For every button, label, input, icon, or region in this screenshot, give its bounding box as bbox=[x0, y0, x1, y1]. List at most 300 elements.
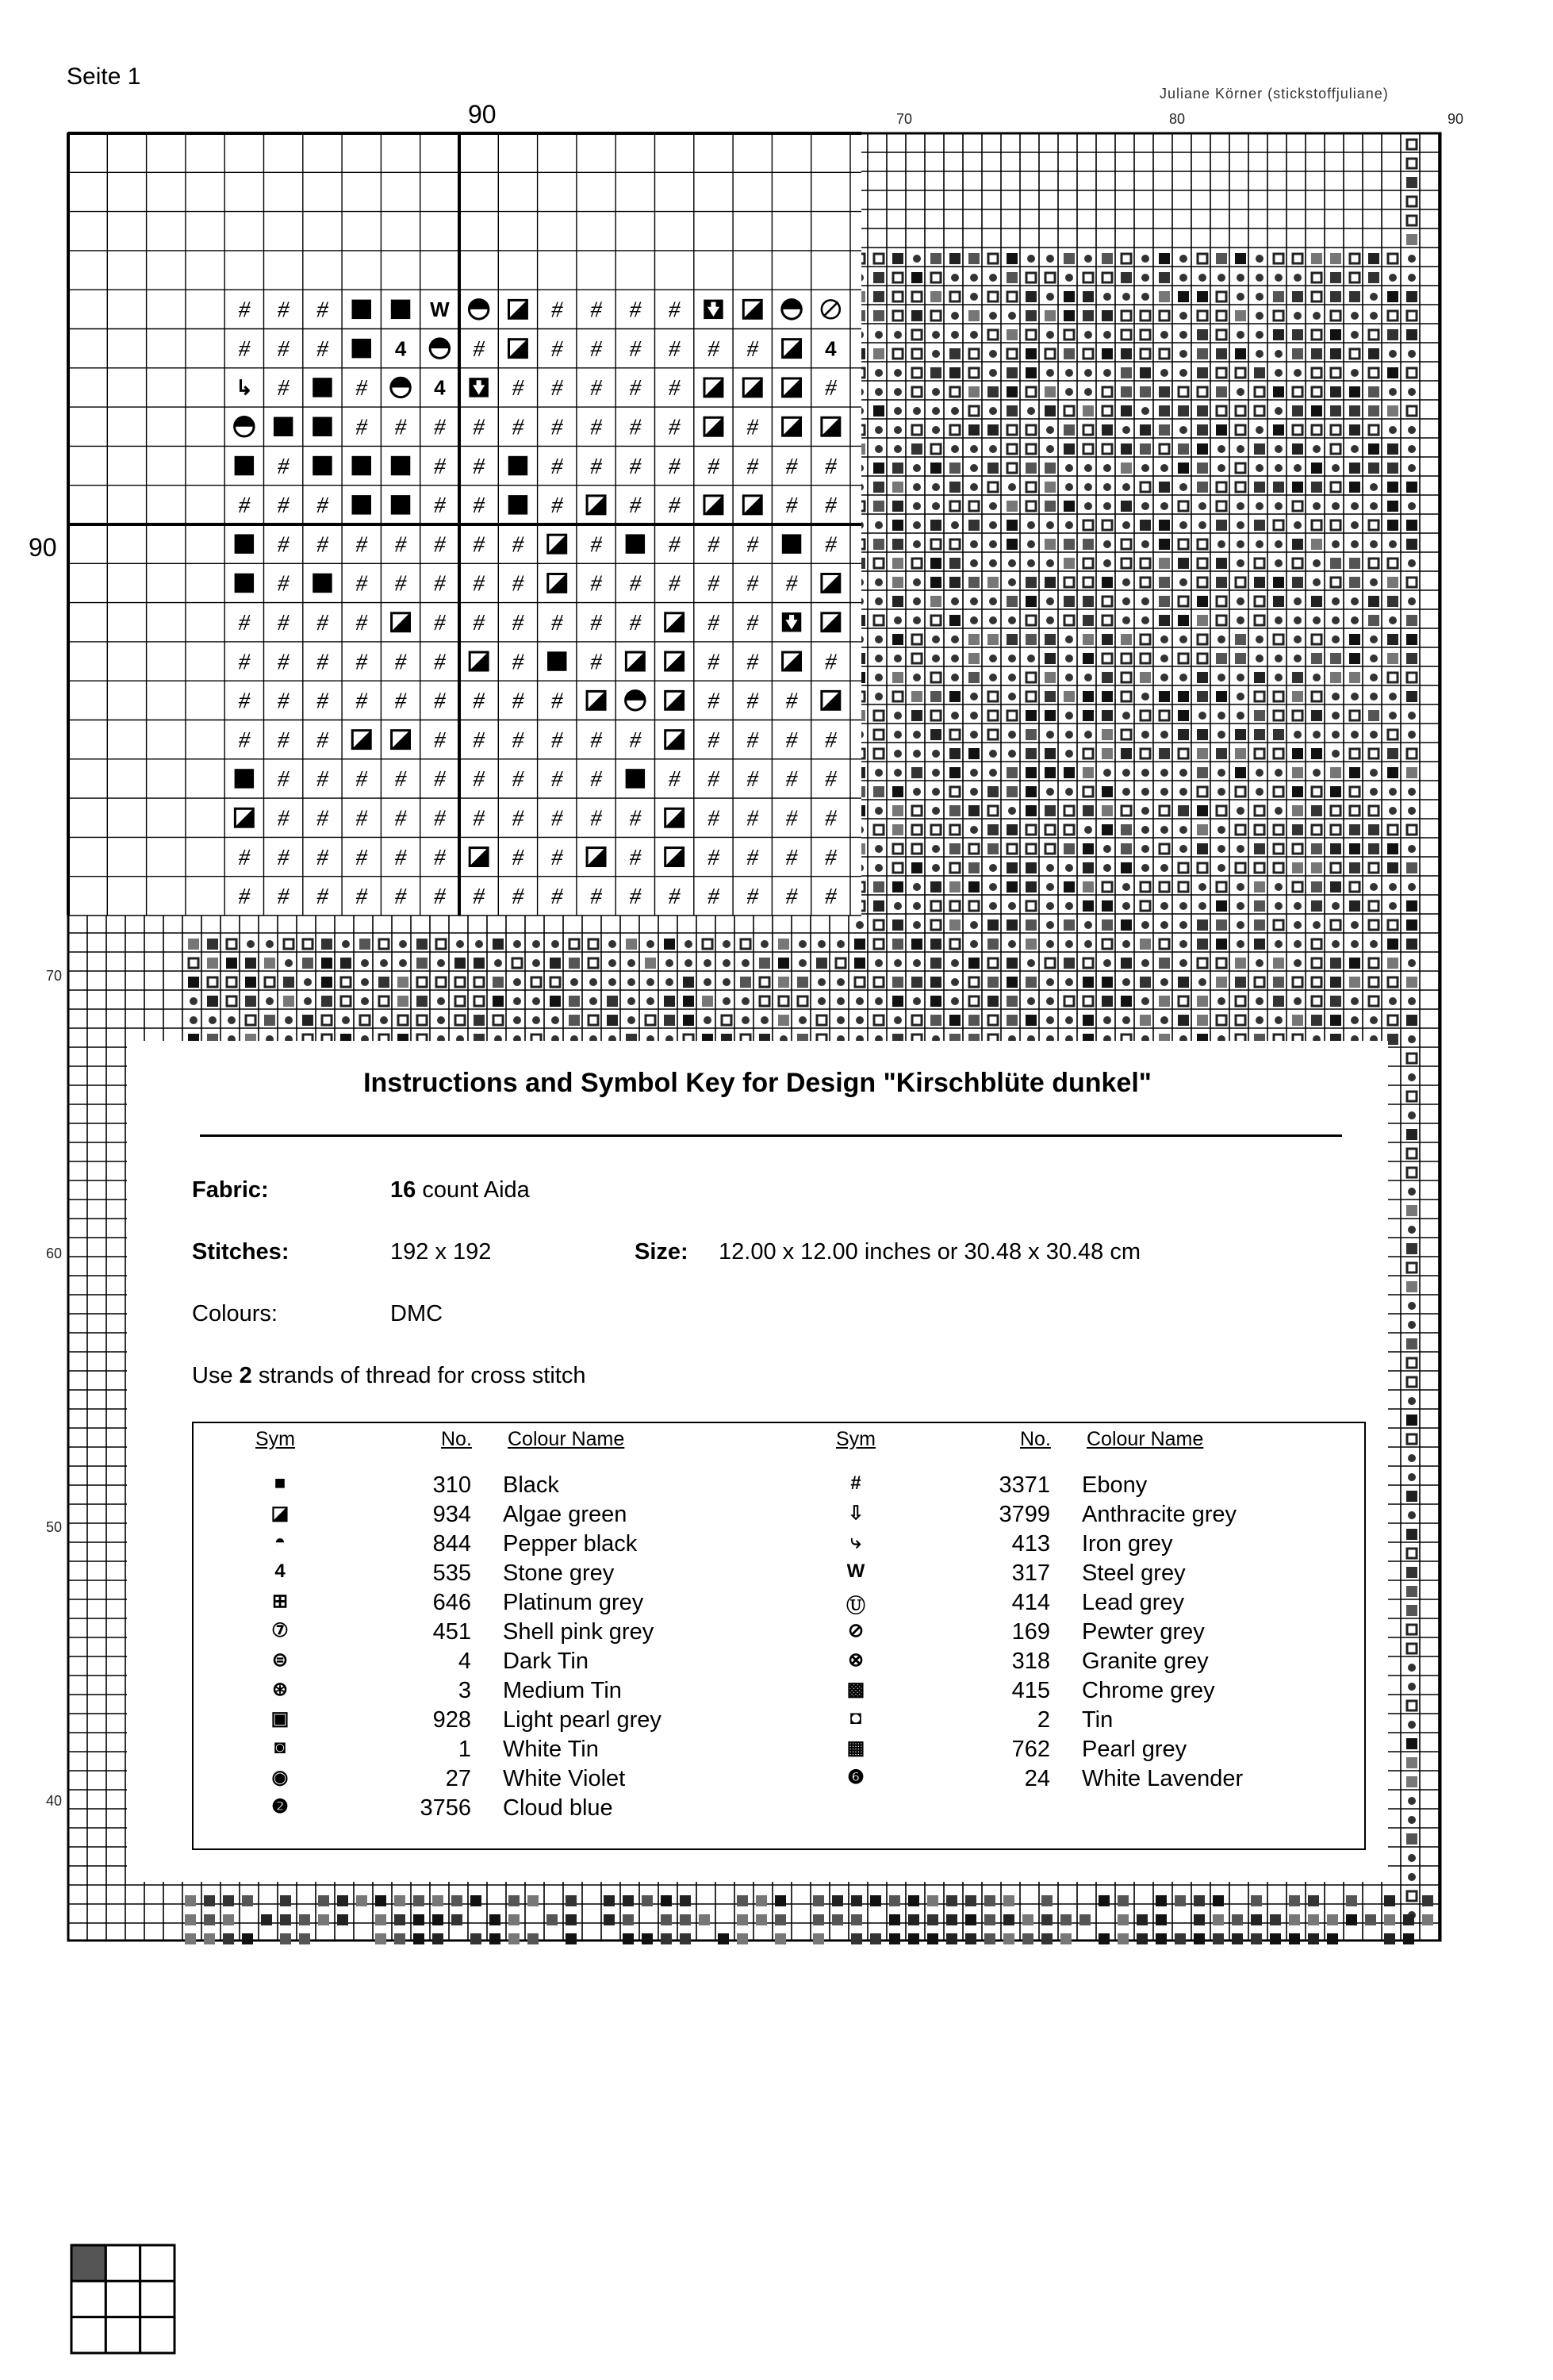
svg-text:#: # bbox=[434, 884, 446, 910]
chart-cell-symbol bbox=[707, 571, 719, 597]
svg-text:#: # bbox=[550, 844, 563, 870]
chart-cell-symbol bbox=[355, 845, 367, 870]
svg-text:#: # bbox=[825, 766, 837, 793]
colour-name-header: Colour Name bbox=[1087, 1428, 1204, 1450]
chart-cell-symbol bbox=[512, 649, 524, 674]
svg-text:#: # bbox=[746, 688, 759, 714]
chart-cell-symbol bbox=[783, 340, 801, 358]
chart-cell-symbol bbox=[395, 415, 407, 440]
chart-cell-symbol bbox=[473, 493, 485, 518]
chart-cell-symbol bbox=[395, 532, 407, 557]
svg-text:#: # bbox=[590, 414, 602, 440]
svg-text:#: # bbox=[512, 414, 524, 440]
chart-cell-symbol bbox=[512, 845, 524, 870]
svg-text:#: # bbox=[316, 336, 328, 362]
svg-text:#: # bbox=[746, 766, 759, 793]
svg-text:W: W bbox=[430, 298, 450, 322]
chart-cell-symbol bbox=[590, 415, 602, 440]
svg-text:#: # bbox=[238, 297, 251, 323]
svg-text:#: # bbox=[668, 375, 681, 401]
chart-cell-symbol bbox=[707, 649, 719, 674]
svg-text:#: # bbox=[473, 766, 485, 793]
svg-text:#: # bbox=[434, 688, 446, 714]
chart-cell-symbol bbox=[786, 571, 798, 597]
svg-text:#: # bbox=[473, 414, 485, 440]
chart-cell-symbol bbox=[392, 613, 410, 631]
thumbnail-page-cell bbox=[105, 2245, 140, 2281]
svg-text:#: # bbox=[277, 844, 290, 870]
chart-cell-symbol bbox=[551, 689, 563, 714]
chart-cell-symbol bbox=[278, 845, 290, 870]
chart-cell-symbol bbox=[278, 532, 290, 557]
chart-cell-symbol bbox=[704, 300, 723, 319]
svg-text:#: # bbox=[629, 727, 642, 753]
key-symbol-icon: ⊛ bbox=[271, 1679, 289, 1700]
svg-text:#: # bbox=[629, 336, 642, 362]
chart-cell-symbol bbox=[707, 336, 719, 362]
chart-cell-symbol bbox=[395, 649, 407, 674]
svg-text:#: # bbox=[316, 493, 328, 519]
chart-cell-symbol bbox=[626, 769, 645, 788]
svg-text:#: # bbox=[434, 805, 446, 831]
svg-text:#: # bbox=[629, 414, 642, 440]
thumbnail-page-cell bbox=[140, 2317, 174, 2353]
chart-cell-symbol bbox=[630, 375, 642, 401]
chart-cell-symbol bbox=[473, 884, 485, 909]
svg-text:#: # bbox=[629, 493, 642, 519]
chart-cell-symbol bbox=[473, 571, 485, 597]
chart-cell-symbol bbox=[669, 454, 681, 479]
chart-cell-symbol bbox=[707, 610, 719, 635]
svg-text:#: # bbox=[316, 610, 328, 636]
chart-cell-symbol bbox=[395, 336, 407, 360]
key-symbol-icon: ◙ bbox=[274, 1737, 286, 1758]
svg-text:#: # bbox=[668, 297, 681, 323]
chart-cell-symbol bbox=[825, 454, 837, 479]
svg-text:#: # bbox=[629, 844, 642, 870]
chart-cell-symbol bbox=[434, 649, 446, 674]
svg-text:#: # bbox=[707, 649, 719, 675]
svg-text:#: # bbox=[550, 297, 563, 323]
svg-text:#: # bbox=[550, 766, 563, 793]
chart-cell-symbol bbox=[316, 884, 328, 909]
svg-text:#: # bbox=[473, 688, 485, 714]
chart-cell-symbol bbox=[822, 613, 840, 631]
chart-cell-symbol bbox=[746, 884, 758, 909]
svg-text:#: # bbox=[746, 884, 759, 910]
sym-header: Sym bbox=[836, 1428, 876, 1450]
svg-text:#: # bbox=[355, 766, 368, 793]
chart-cell-symbol bbox=[590, 532, 602, 557]
svg-text:#: # bbox=[277, 570, 290, 597]
chart-cell-symbol bbox=[473, 766, 485, 792]
svg-text:#: # bbox=[825, 649, 837, 675]
chart-cell-symbol bbox=[434, 532, 446, 557]
chart-cell-symbol bbox=[355, 571, 367, 597]
chart-cell-symbol bbox=[352, 456, 371, 475]
svg-text:#: # bbox=[590, 649, 602, 675]
svg-text:#: # bbox=[629, 610, 642, 636]
chart-cell-symbol bbox=[355, 415, 367, 440]
svg-text:#: # bbox=[785, 844, 798, 870]
chart-cell-symbol bbox=[704, 496, 723, 514]
chart-cell-symbol bbox=[473, 806, 485, 831]
svg-text:#: # bbox=[550, 688, 563, 714]
key-colour-name: White Tin bbox=[503, 1737, 599, 1762]
chart-cell-symbol bbox=[278, 610, 290, 635]
chart-cell-symbol bbox=[512, 806, 524, 831]
svg-text:#: # bbox=[277, 297, 290, 323]
chart-cell-symbol bbox=[392, 731, 410, 749]
svg-text:#: # bbox=[629, 453, 642, 479]
chart-cell-symbol bbox=[508, 495, 527, 514]
svg-text:#: # bbox=[277, 766, 290, 793]
key-colour-name: Shell pink grey bbox=[503, 1619, 654, 1645]
key-colour-name: Chrome grey bbox=[1082, 1678, 1215, 1703]
chart-cell-symbol bbox=[473, 454, 485, 479]
chart-cell-symbol bbox=[590, 454, 602, 479]
key-colour-name: Pearl grey bbox=[1082, 1737, 1187, 1762]
key-colour-name: Pepper black bbox=[503, 1531, 638, 1557]
svg-text:#: # bbox=[277, 884, 290, 910]
svg-text:#: # bbox=[512, 375, 524, 401]
chart-cell-symbol bbox=[704, 378, 723, 397]
chart-cell-symbol bbox=[746, 454, 758, 479]
chart-cell-symbol bbox=[786, 806, 798, 831]
chart-cell-symbol bbox=[707, 806, 719, 831]
svg-text:#: # bbox=[629, 884, 642, 910]
stitches-label: Stitches: bbox=[192, 1239, 290, 1265]
svg-text:#: # bbox=[277, 805, 290, 831]
chart-cell-symbol bbox=[590, 766, 602, 792]
chart-cell-symbol bbox=[746, 806, 758, 831]
chart-cell-symbol bbox=[743, 496, 761, 514]
key-symbol-icon: ❻ bbox=[847, 1767, 865, 1788]
chart-cell-symbol bbox=[316, 806, 328, 831]
svg-text:#: # bbox=[629, 805, 642, 831]
svg-text:#: # bbox=[746, 805, 759, 831]
chart-cell-symbol bbox=[786, 766, 798, 792]
svg-text:#: # bbox=[550, 493, 563, 519]
colours-label: Colours: bbox=[192, 1301, 278, 1326]
svg-text:#: # bbox=[668, 336, 681, 362]
key-symbol-icon: ▦ bbox=[846, 1737, 865, 1759]
chart-cell-symbol bbox=[434, 571, 446, 597]
svg-text:#: # bbox=[238, 727, 251, 753]
chart-cell-symbol bbox=[746, 689, 758, 714]
chart-cell-symbol bbox=[235, 808, 253, 827]
chart-cell-symbol bbox=[278, 336, 290, 362]
key-symbol-icon: ▣ bbox=[270, 1708, 290, 1729]
chart-cell-symbol bbox=[239, 845, 251, 870]
chart-cell-symbol bbox=[395, 571, 407, 597]
svg-text:#: # bbox=[238, 844, 251, 870]
svg-text:#: # bbox=[590, 336, 602, 362]
chart-cell-symbol bbox=[782, 534, 801, 553]
key-colour-number: 1 bbox=[458, 1737, 471, 1762]
chart-cell-symbol bbox=[630, 454, 642, 479]
size-label: Size: bbox=[635, 1239, 688, 1265]
svg-text:#: # bbox=[629, 570, 642, 597]
svg-text:#: # bbox=[277, 610, 290, 636]
key-symbol-icon: 4 bbox=[274, 1560, 286, 1582]
chart-cell-symbol bbox=[355, 649, 367, 674]
svg-text:#: # bbox=[825, 493, 837, 519]
chart-cell-symbol bbox=[587, 848, 605, 866]
svg-text:#: # bbox=[394, 570, 407, 597]
svg-text:#: # bbox=[512, 649, 524, 675]
svg-text:#: # bbox=[473, 493, 485, 519]
number-header: No. bbox=[1020, 1428, 1051, 1450]
chart-cell-symbol bbox=[316, 649, 328, 674]
chart-cell-symbol bbox=[590, 649, 602, 674]
chart-cell-symbol bbox=[783, 378, 801, 397]
svg-text:#: # bbox=[746, 727, 759, 753]
svg-text:#: # bbox=[316, 884, 328, 910]
svg-text:#: # bbox=[434, 570, 446, 597]
svg-text:#: # bbox=[355, 570, 368, 597]
key-symbol-icon: ◓ bbox=[274, 1531, 286, 1553]
svg-text:#: # bbox=[277, 532, 290, 558]
chart-cell-symbol bbox=[508, 300, 527, 318]
chart-cell-symbol bbox=[355, 532, 367, 557]
chart-cell-symbol bbox=[316, 493, 328, 518]
svg-text:#: # bbox=[355, 649, 368, 675]
svg-text:#: # bbox=[746, 414, 759, 440]
chart-cell-symbol bbox=[746, 649, 758, 674]
svg-text:#: # bbox=[316, 844, 328, 870]
svg-text:#: # bbox=[512, 805, 524, 831]
chart-cell-symbol bbox=[746, 415, 758, 440]
svg-text:#: # bbox=[746, 649, 759, 675]
chart-cell-symbol bbox=[434, 884, 446, 909]
chart-cell-symbol bbox=[669, 415, 681, 440]
svg-text:#: # bbox=[707, 688, 719, 714]
chart-cell-symbol bbox=[395, 884, 407, 909]
chart-cell-symbol bbox=[626, 534, 645, 553]
chart-cell-symbol bbox=[352, 339, 371, 358]
chart-cell-symbol bbox=[391, 378, 410, 397]
svg-text:#: # bbox=[394, 844, 407, 870]
svg-text:#: # bbox=[394, 649, 407, 675]
key-symbol-icon: ⊘ bbox=[847, 1620, 865, 1641]
chart-cell-symbol bbox=[434, 415, 446, 440]
svg-text:#: # bbox=[394, 532, 407, 558]
key-symbol-icon: ◘ bbox=[849, 1707, 862, 1729]
svg-text:#: # bbox=[277, 727, 290, 753]
svg-text:#: # bbox=[707, 766, 719, 793]
chart-cell-symbol bbox=[434, 689, 446, 714]
svg-text:4: 4 bbox=[434, 375, 446, 400]
chart-cell-symbol bbox=[630, 845, 642, 870]
svg-text:#: # bbox=[707, 336, 719, 362]
svg-text:#: # bbox=[355, 532, 368, 558]
chart-cell-symbol bbox=[470, 652, 488, 670]
chart-cell-symbol bbox=[783, 652, 801, 670]
instructions-panel bbox=[127, 1041, 1388, 1882]
key-symbol-icon: W bbox=[846, 1560, 865, 1582]
chart-cell-symbol bbox=[470, 848, 488, 866]
svg-text:#: # bbox=[316, 727, 328, 753]
chart-cell-symbol bbox=[746, 336, 758, 362]
chart-cell-symbol bbox=[508, 456, 527, 475]
svg-text:#: # bbox=[785, 727, 798, 753]
key-colour-number: 3371 bbox=[999, 1472, 1050, 1498]
key-colour-number: 928 bbox=[432, 1707, 471, 1733]
chart-cell-symbol bbox=[235, 769, 254, 788]
row-tick-label: 40 bbox=[46, 1793, 63, 1809]
chart-cell-symbol bbox=[822, 417, 840, 436]
chart-cell-symbol bbox=[590, 298, 602, 323]
key-colour-number: 3799 bbox=[999, 1502, 1050, 1527]
key-colour-number: 4 bbox=[458, 1649, 471, 1674]
chart-cell-symbol bbox=[316, 336, 328, 362]
chart-cell-symbol bbox=[434, 493, 446, 518]
thumbnail-page-cell bbox=[140, 2281, 174, 2317]
svg-text:#: # bbox=[825, 727, 837, 753]
svg-text:#: # bbox=[355, 375, 368, 401]
chart-cell-symbol bbox=[313, 417, 332, 436]
chart-cell-symbol bbox=[355, 689, 367, 714]
chart-cell-symbol bbox=[313, 456, 332, 475]
key-colour-name: Anthracite grey bbox=[1082, 1502, 1237, 1527]
svg-text:#: # bbox=[590, 766, 602, 793]
svg-text:#: # bbox=[825, 375, 837, 401]
svg-text:#: # bbox=[550, 805, 563, 831]
chart-cell-symbol bbox=[235, 574, 254, 593]
chart-cell-symbol bbox=[434, 376, 446, 400]
key-symbol-icon: ❷ bbox=[271, 1796, 289, 1818]
svg-text:#: # bbox=[629, 375, 642, 401]
svg-text:#: # bbox=[394, 805, 407, 831]
svg-text:#: # bbox=[785, 766, 798, 793]
svg-text:#: # bbox=[668, 766, 681, 793]
chart-cell-symbol bbox=[278, 298, 290, 323]
chart-cell-symbol bbox=[355, 884, 367, 909]
chart-cell-symbol bbox=[704, 417, 723, 436]
svg-text:#: # bbox=[473, 805, 485, 831]
key-colour-name: Steel grey bbox=[1082, 1560, 1186, 1586]
chart-cell-symbol bbox=[786, 689, 798, 714]
svg-text:#: # bbox=[707, 610, 719, 636]
svg-text:#: # bbox=[512, 844, 524, 870]
key-colour-number: 415 bbox=[1011, 1678, 1050, 1703]
key-colour-name: Pewter grey bbox=[1082, 1619, 1205, 1645]
svg-text:#: # bbox=[316, 688, 328, 714]
svg-text:#: # bbox=[512, 727, 524, 753]
key-colour-number: 646 bbox=[432, 1590, 471, 1615]
chart-cell-symbol bbox=[825, 884, 837, 909]
chart-cell-symbol bbox=[434, 845, 446, 870]
svg-text:#: # bbox=[668, 453, 681, 479]
key-symbol-icon: ⤷ bbox=[850, 1531, 861, 1553]
strands-count: 2 bbox=[239, 1363, 252, 1388]
chart-cell-symbol bbox=[630, 806, 642, 831]
svg-text:#: # bbox=[707, 805, 719, 831]
chart-cell-symbol bbox=[630, 415, 642, 440]
svg-text:#: # bbox=[473, 453, 485, 479]
chart-cell-symbol bbox=[434, 454, 446, 479]
chart-cell-symbol bbox=[430, 339, 449, 358]
chart-cell-symbol bbox=[825, 766, 837, 792]
chart-cell-symbol bbox=[783, 417, 801, 436]
svg-text:#: # bbox=[512, 766, 524, 793]
chart-cell-symbol bbox=[782, 300, 801, 319]
svg-text:#: # bbox=[590, 570, 602, 597]
chart-cell-symbol bbox=[473, 336, 485, 362]
svg-text:#: # bbox=[785, 805, 798, 831]
svg-text:4: 4 bbox=[825, 336, 837, 361]
chart-cell-symbol bbox=[391, 495, 410, 514]
thumbnail-page-cell bbox=[105, 2317, 140, 2353]
svg-text:#: # bbox=[785, 884, 798, 910]
svg-text:#: # bbox=[355, 805, 368, 831]
key-symbol-icon: ⊗ bbox=[847, 1649, 865, 1671]
chart-cell-symbol bbox=[278, 454, 290, 479]
svg-text:#: # bbox=[394, 414, 407, 440]
chart-cell-symbol bbox=[665, 808, 684, 827]
svg-text:#: # bbox=[668, 532, 681, 558]
chart-cell-symbol bbox=[512, 610, 524, 635]
svg-text:#: # bbox=[590, 297, 602, 323]
chart-cell-symbol bbox=[239, 493, 251, 518]
svg-text:#: # bbox=[473, 610, 485, 636]
svg-text:#: # bbox=[277, 688, 290, 714]
svg-text:#: # bbox=[785, 570, 798, 597]
chart-cell-symbol bbox=[316, 766, 328, 792]
svg-text:#: # bbox=[394, 688, 407, 714]
key-symbol-icon: ⊞ bbox=[271, 1591, 289, 1612]
key-colour-number: 414 bbox=[1011, 1590, 1050, 1615]
chart-cell-symbol bbox=[665, 848, 684, 866]
key-colour-name: Light pearl grey bbox=[503, 1707, 661, 1733]
chart-cell-symbol bbox=[430, 298, 450, 321]
chart-cell-symbol bbox=[352, 300, 371, 319]
chart-cell-symbol bbox=[508, 340, 527, 358]
key-colour-name: Platinum grey bbox=[503, 1590, 644, 1615]
svg-text:#: # bbox=[707, 844, 719, 870]
chart-cell-symbol bbox=[590, 610, 602, 635]
key-symbol-icon: ▩ bbox=[846, 1679, 865, 1700]
chart-cell-symbol bbox=[551, 727, 563, 753]
chart-cell-symbol bbox=[512, 571, 524, 597]
chart-cell-symbol bbox=[239, 298, 251, 323]
chart-cell-symbol bbox=[707, 884, 719, 909]
svg-text:↳: ↳ bbox=[235, 375, 253, 400]
fabric-count: 16 bbox=[390, 1177, 416, 1203]
svg-text:#: # bbox=[277, 453, 290, 479]
chart-cell-symbol bbox=[473, 415, 485, 440]
chart-cell-symbol bbox=[669, 532, 681, 557]
chart-cell-symbol bbox=[391, 456, 410, 475]
svg-text:#: # bbox=[473, 884, 485, 910]
svg-text:#: # bbox=[473, 336, 485, 362]
chart-cell-symbol bbox=[278, 649, 290, 674]
chart-cell-symbol bbox=[782, 612, 801, 631]
svg-text:#: # bbox=[590, 453, 602, 479]
key-colour-name: Granite grey bbox=[1082, 1649, 1209, 1674]
key-colour-name: White Lavender bbox=[1082, 1766, 1244, 1791]
svg-text:#: # bbox=[512, 688, 524, 714]
svg-text:#: # bbox=[746, 336, 759, 362]
chart-cell-symbol bbox=[590, 727, 602, 753]
chart-cell-symbol bbox=[590, 571, 602, 597]
svg-text:#: # bbox=[746, 532, 759, 558]
svg-text:#: # bbox=[355, 414, 368, 440]
chart-cell-symbol bbox=[707, 454, 719, 479]
chart-cell-symbol bbox=[395, 689, 407, 714]
chart-cell-symbol bbox=[313, 574, 332, 593]
